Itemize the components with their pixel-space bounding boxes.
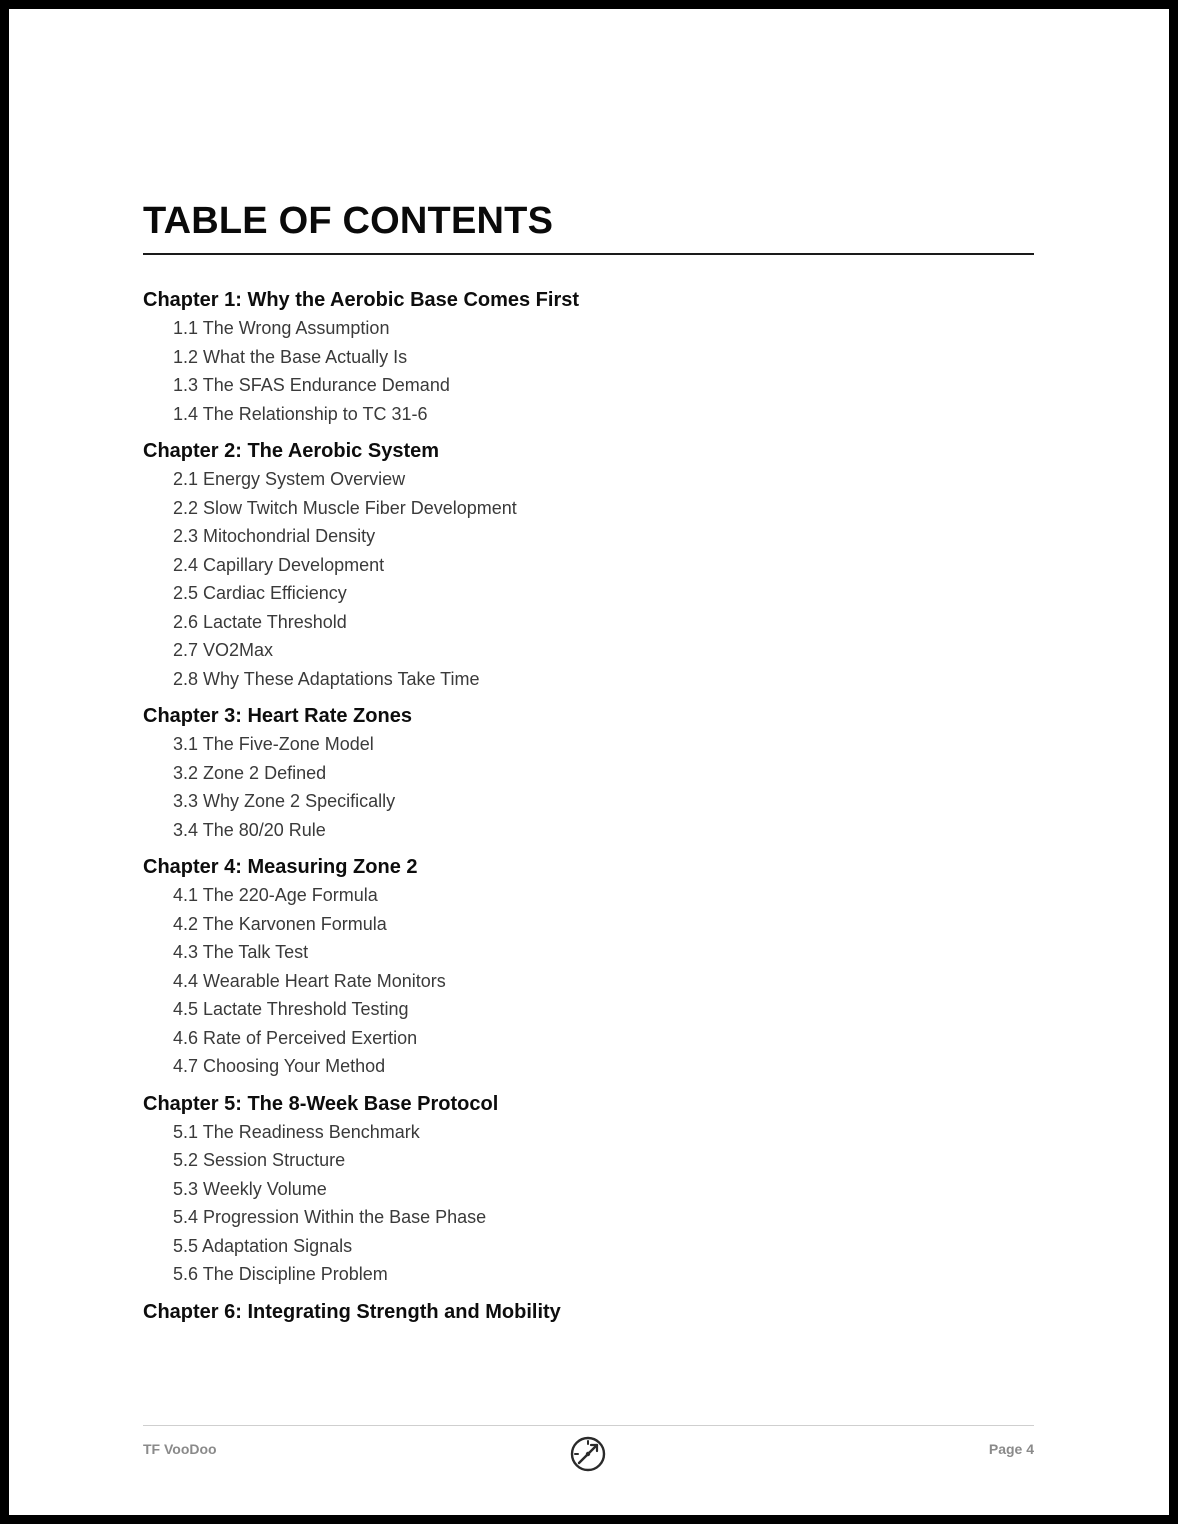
page-title: TABLE OF CONTENTS: [143, 200, 554, 242]
toc-section-entry[interactable]: 5.6 The Discipline Problem: [173, 1264, 388, 1284]
toc-section-entry[interactable]: 2.2 Slow Twitch Muscle Fiber Development: [173, 497, 517, 518]
toc-section-entry[interactable]: 4.4 Wearable Heart Rate Monitors: [173, 970, 446, 991]
page-number: Page 4: [988, 1441, 1034, 1457]
toc-section-entry[interactable]: 2.1 Energy System Overview: [173, 469, 406, 489]
toc-section-entry[interactable]: 4.1 The 220-Age Formula: [173, 885, 378, 905]
toc-section-entry[interactable]: 4.5 Lactate Threshold Testing: [173, 999, 409, 1019]
footer-brand: TF VooDoo: [143, 1441, 217, 1457]
footer-divider: [143, 1425, 1034, 1426]
toc-section-entry[interactable]: 2.3 Mitochondrial Density: [173, 526, 376, 546]
toc-chapter: [143, 1298, 1034, 1326]
toc-section-entry[interactable]: 5.4 Progression Within the Base Phase: [173, 1207, 487, 1227]
toc-section-entry[interactable]: 4.6 Rate of Perceived Exertion: [173, 1027, 418, 1048]
toc-section-entry[interactable]: 1.2 What the Base Actually Is: [173, 346, 408, 367]
toc-section-entry[interactable]: 2.4 Capillary Development: [173, 554, 385, 575]
toc-section-entry[interactable]: 3.4 The 80/20 Rule: [173, 819, 326, 840]
toc-section-entry[interactable]: 3.2 Zone 2 Defined: [173, 762, 327, 783]
toc-section-entry[interactable]: 1.3 The SFAS Endurance Demand: [173, 375, 450, 395]
toc-section-entry[interactable]: 5.5 Adaptation Signals: [173, 1235, 353, 1256]
section-list: [143, 465, 1034, 693]
toc-section-entry[interactable]: 4.3 The Talk Test: [173, 942, 309, 962]
chapter-title[interactable]: Chapter 2: The Aerobic System: [143, 440, 440, 462]
section-list: [143, 314, 1034, 428]
toc-chapter: [143, 286, 1034, 428]
chapter-title[interactable]: Chapter 4: Measuring Zone 2: [143, 856, 418, 878]
section-list: [143, 730, 1034, 844]
document-page: [9, 9, 1169, 1515]
toc-section-entry[interactable]: 5.2 Session Structure: [173, 1150, 346, 1170]
toc-section-entry[interactable]: 2.8 Why These Adaptations Take Time: [173, 668, 480, 689]
toc-section-entry[interactable]: 4.2 The Karvonen Formula: [173, 913, 387, 934]
chapter-title[interactable]: Chapter 1: Why the Aerobic Base Comes First: [143, 289, 580, 311]
toc-section-entry[interactable]: 2.7 VO2Max: [173, 640, 274, 660]
chapter-title[interactable]: Chapter 3: Heart Rate Zones: [143, 705, 412, 727]
compass-dial-logo-icon: [569, 1435, 607, 1473]
title-divider: [143, 253, 1034, 255]
toc-section-entry[interactable]: 4.7 Choosing Your Method: [173, 1056, 386, 1076]
section-list: [143, 881, 1034, 1081]
chapter-title[interactable]: Chapter 6: Integrating Strength and Mobility: [143, 1300, 561, 1323]
toc-chapter: [143, 437, 1034, 693]
section-list: [143, 1118, 1034, 1289]
toc-chapter: [143, 1090, 1034, 1289]
toc-chapter: [143, 702, 1034, 844]
toc-section-entry[interactable]: 2.6 Lactate Threshold: [173, 611, 347, 632]
table-of-contents: [143, 286, 1034, 1335]
toc-section-entry[interactable]: 1.4 The Relationship to TC 31-6: [173, 403, 428, 424]
toc-section-entry[interactable]: 1.1 The Wrong Assumption: [173, 318, 390, 338]
toc-section-entry[interactable]: 5.3 Weekly Volume: [173, 1178, 327, 1199]
toc-section-entry[interactable]: 5.1 The Readiness Benchmark: [173, 1121, 420, 1142]
toc-section-entry[interactable]: 3.1 The Five-Zone Model: [173, 734, 374, 754]
toc-section-entry[interactable]: 3.3 Why Zone 2 Specifically: [173, 791, 396, 811]
toc-section-entry[interactable]: 2.5 Cardiac Efficiency: [173, 583, 347, 603]
chapter-title[interactable]: Chapter 5: The 8-Week Base Protocol: [143, 1092, 499, 1115]
toc-chapter: [143, 853, 1034, 1081]
